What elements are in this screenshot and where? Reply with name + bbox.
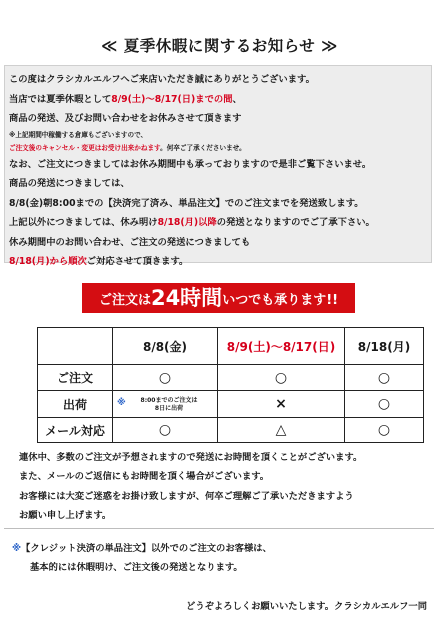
- divider: [4, 528, 434, 529]
- holiday-note-line: お客様には大変ご迷惑をお掛け致しますが、何卒ご理解ご了承いただきますよう: [19, 490, 354, 502]
- cancel-warning: ご注文後のキャンセル・変更はお受け出来かねます: [9, 143, 161, 152]
- table-row: [38, 365, 424, 391]
- notice-line: 当店では夏季休暇として8/9(土)～8/17(日)までの間、: [9, 93, 242, 105]
- status-cell: [113, 391, 218, 418]
- status-cell: ○: [218, 365, 345, 391]
- notice-box: [4, 65, 432, 267]
- resume-date: 8/18(月)以降: [157, 217, 217, 228]
- holiday-notes: [19, 448, 429, 525]
- note-mark: ※: [12, 543, 22, 554]
- row-label: ご注文: [38, 365, 113, 391]
- holiday-note-line: お願い申し上げます。: [19, 509, 112, 521]
- page-title: ≪ 夏季休暇に関するお知らせ ≫: [101, 37, 338, 55]
- status-cell: ○: [345, 391, 424, 418]
- status-cell: ○: [345, 418, 424, 443]
- status-cell: ○: [113, 418, 218, 443]
- holiday-note-line: 連休中、多数のご注文が予想されますので発送にお時間を頂くことがございます。: [19, 452, 363, 463]
- status-cell: ○: [113, 365, 218, 391]
- status-cell: ○: [345, 365, 424, 391]
- notice-line: ご注文後のキャンセル・変更はお受け出来かねます。何卒ご了承くださいませ。: [9, 143, 246, 152]
- column-header: 8/8(金): [113, 328, 218, 365]
- notice-line: なお、ご注文につきましてはお休み期間中も承っておりますので是非ご覧下さいませ。: [9, 158, 372, 170]
- notice-line: 休み期間中のお問い合わせ、ご注文の発送につきましても: [9, 236, 251, 248]
- notice-line: 8/8(金)朝8:00までの【決済完了済み、単品注文】でのご注文までを発送致します。: [9, 197, 364, 209]
- table-corner: [38, 328, 113, 365]
- row-label: 出荷: [38, 391, 113, 418]
- notice-line: 商品の発送、及びお問い合わせをお休みさせて頂きます: [9, 113, 242, 124]
- holiday-period: 8/9(土)～8/17(日)までの間: [111, 93, 233, 105]
- status-cell: ×: [218, 391, 345, 418]
- holiday-note-line: また、メールのご返信にもお時間を頂く場合がございます。: [19, 471, 270, 483]
- notice-line: 上記以外につきましては、休み明け8/18(月)以降の発送となりますのでご了承下さい。: [9, 217, 375, 228]
- resume-date: 8/18(月)から順次: [9, 256, 87, 267]
- closing-signature: どうぞよろしくお願いいたします。クラシカルエルフ一同: [186, 601, 427, 612]
- notice-line: ※上記期間中稼働する倉庫もございますので、: [9, 130, 148, 139]
- note-mark: ※: [117, 398, 126, 408]
- notice-line: 商品の発送につきましては、: [9, 178, 130, 189]
- schedule-table: [37, 327, 424, 443]
- column-header: 8/9(土)～8/17(日): [218, 328, 345, 365]
- shipping-note: 8:00までのご注文は 8日に出荷: [140, 396, 198, 412]
- notice-line: 8/18(月)から順次ご対応させて頂きます。: [9, 256, 189, 267]
- credit-note: ※【クレジット決済の単品注文】以外でのご注文のお客様は、 基本的には休暇明け、ご注文後の発送となります。: [12, 543, 272, 573]
- order-24h-banner: ご注文は24時間いつでも承ります!!: [82, 283, 355, 313]
- row-label: メール対応: [38, 418, 113, 443]
- table-row: [38, 391, 424, 418]
- status-cell: △: [218, 418, 345, 443]
- notice-line: この度はクラシカルエルフへご来店いただき誠にありがとうございます。: [9, 74, 315, 85]
- column-header: 8/18(月): [345, 328, 424, 365]
- table-header-row: [38, 328, 424, 365]
- table-row: [38, 418, 424, 443]
